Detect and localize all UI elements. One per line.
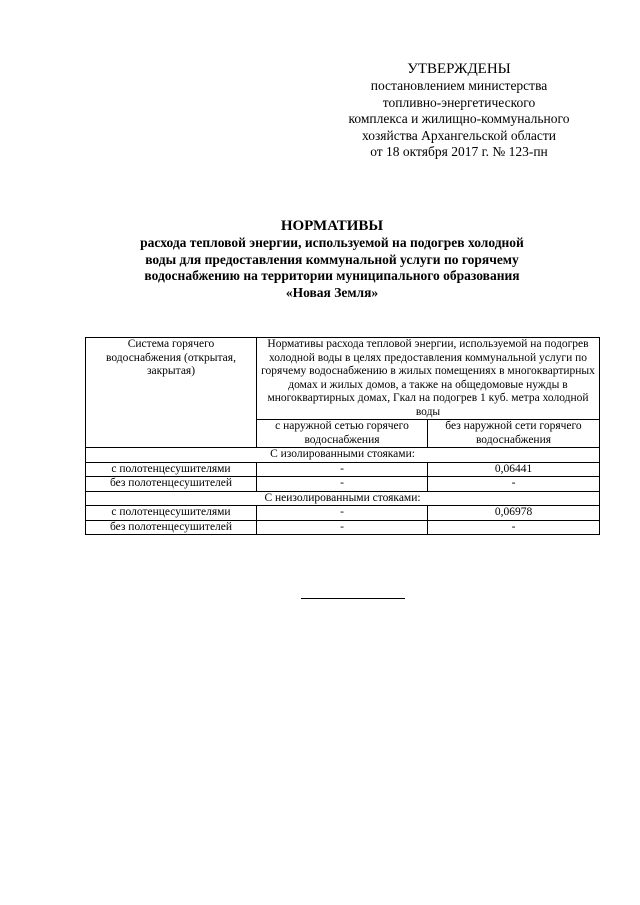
- table-row: [86, 520, 600, 535]
- row-name: без полотенцесушителей: [86, 520, 257, 535]
- table-row: [86, 462, 600, 477]
- table-row: [86, 477, 600, 492]
- title-line: воды для предоставления коммунальной услуги по горячему: [145, 251, 519, 267]
- table-row: [86, 506, 600, 521]
- group-label: С изолированными стояками:: [86, 448, 600, 463]
- row-name: с полотенцесушителями: [86, 462, 257, 477]
- header-norms: Нормативы расхода тепловой энергии, используемой на подогрев холодной воды в целях предоставления коммунальной услуги по горячему водоснабжению в жилых помещениях в многоквартирных домах и жилых домов, а также на общедомовые нужды в многоквартирных домах, Гкал на подогрев 1 куб. метра холодной воды: [257, 338, 600, 420]
- approval-line: топливно-энергетического: [382, 94, 536, 110]
- approval-line: от 18 октября 2017 г. № 123-пн: [370, 144, 548, 159]
- group-row: [86, 448, 600, 463]
- subheader-without-network: без наружной сети горячего водоснабжения: [428, 420, 600, 448]
- table-header-row: [86, 338, 600, 420]
- title-line: водоснабжению на территории муниципального образования: [144, 268, 520, 283]
- approval-line: постановлением министерства: [370, 78, 548, 93]
- header-system-type: Система горячего водоснабжения (открытая, закрытая): [86, 338, 257, 448]
- group-row: [86, 491, 600, 506]
- subheader-with-network: с наружной сетью горячего водоснабжения: [257, 420, 428, 448]
- cell-without-network: 0,06978: [428, 506, 600, 521]
- closing-divider: [301, 598, 405, 599]
- cell-without-network: 0,06441: [428, 462, 600, 477]
- cell-without-network: -: [428, 520, 600, 535]
- title-line: «Новая Земля»: [285, 284, 379, 300]
- cell-with-network: -: [257, 506, 428, 521]
- row-name: без полотенцесушителей: [86, 477, 257, 492]
- approval-heading: УТВЕРЖДЕНЫ: [407, 61, 511, 77]
- approval-line: комплекса и жилищно-коммунального: [348, 111, 570, 126]
- title-line: расхода тепловой энергии, используемой на подогрев холодной: [140, 235, 524, 250]
- document-title: [100, 217, 564, 301]
- approval-line: хозяйства Архангельской области: [361, 127, 557, 143]
- cell-with-network: -: [257, 520, 428, 535]
- row-name: с полотенцесушителями: [86, 506, 257, 521]
- title-heading: НОРМАТИВЫ: [280, 218, 384, 234]
- cell-with-network: -: [257, 462, 428, 477]
- approval-stamp: [330, 60, 588, 161]
- cell-with-network: -: [257, 477, 428, 492]
- cell-without-network: -: [428, 477, 600, 492]
- group-label: С неизолированными стояками:: [86, 491, 600, 506]
- norms-table: [85, 337, 600, 535]
